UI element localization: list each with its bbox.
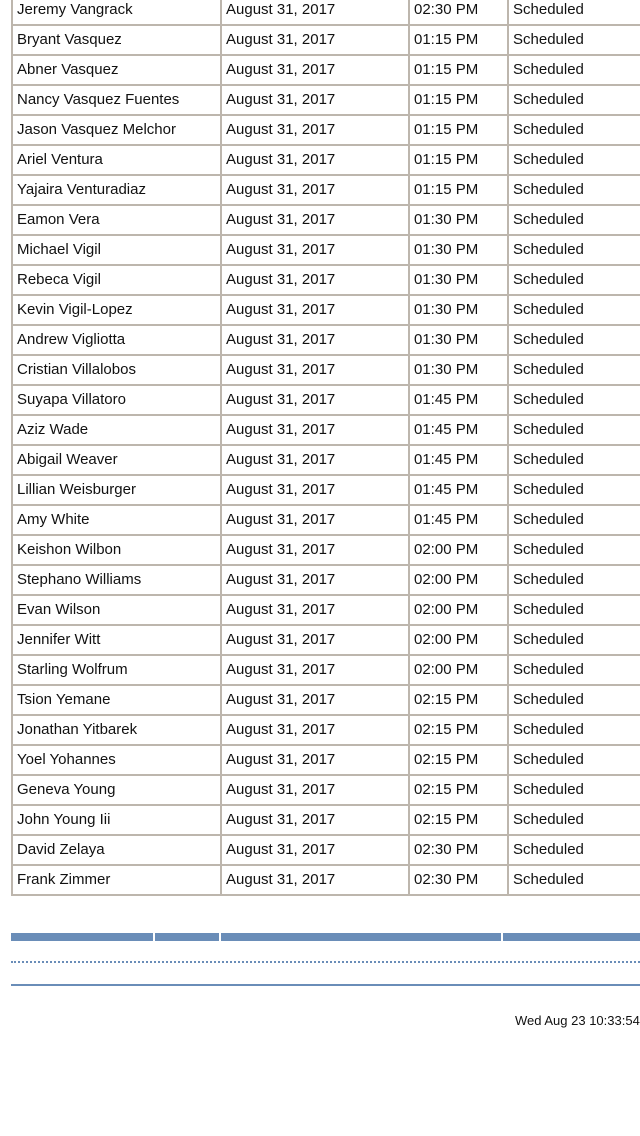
- cell-time: 02:15 PM: [409, 715, 508, 745]
- cell-date: August 31, 2017: [221, 0, 409, 25]
- cell-name: Rebeca Vigil: [12, 265, 221, 295]
- cell-name: Michael Vigil: [12, 235, 221, 265]
- cell-date: August 31, 2017: [221, 55, 409, 85]
- table-row: [12, 295, 640, 325]
- cell-name: Nancy Vasquez Fuentes: [12, 85, 221, 115]
- cell-name: John Young Iii: [12, 805, 221, 835]
- table-row: [12, 715, 640, 745]
- cell-time: 01:30 PM: [409, 325, 508, 355]
- cell-status: Scheduled: [508, 25, 640, 55]
- cell-date: August 31, 2017: [221, 25, 409, 55]
- cell-status: Scheduled: [508, 445, 640, 475]
- cell-name: Andrew Vigliotta: [12, 325, 221, 355]
- cell-time: 02:00 PM: [409, 565, 508, 595]
- cell-time: 01:15 PM: [409, 85, 508, 115]
- cell-status: Scheduled: [508, 745, 640, 775]
- cell-time: 01:30 PM: [409, 355, 508, 385]
- footer-bottom-divider: [11, 984, 640, 986]
- cell-name: Abner Vasquez: [12, 55, 221, 85]
- cell-time: 01:45 PM: [409, 475, 508, 505]
- table-row: [12, 775, 640, 805]
- cell-name: Cristian Villalobos: [12, 355, 221, 385]
- cell-status: Scheduled: [508, 325, 640, 355]
- cell-time: 01:45 PM: [409, 415, 508, 445]
- table-row: [12, 265, 640, 295]
- cell-status: Scheduled: [508, 505, 640, 535]
- cell-status: Scheduled: [508, 715, 640, 745]
- table-row: [12, 475, 640, 505]
- cell-time: 01:15 PM: [409, 55, 508, 85]
- cell-name: Abigail Weaver: [12, 445, 221, 475]
- cell-date: August 31, 2017: [221, 685, 409, 715]
- cell-date: August 31, 2017: [221, 265, 409, 295]
- cell-status: Scheduled: [508, 565, 640, 595]
- cell-time: 02:00 PM: [409, 625, 508, 655]
- cell-date: August 31, 2017: [221, 835, 409, 865]
- table-row: [12, 805, 640, 835]
- footer-bar-divider: [501, 933, 503, 941]
- table-row: [12, 385, 640, 415]
- cell-name: Yoel Yohannes: [12, 745, 221, 775]
- cell-name: Jennifer Witt: [12, 625, 221, 655]
- table-row: [12, 55, 640, 85]
- cell-name: Stephano Williams: [12, 565, 221, 595]
- cell-date: August 31, 2017: [221, 805, 409, 835]
- footer-bar-divider: [153, 933, 155, 941]
- footer-bar-divider: [219, 933, 221, 941]
- table-row: [12, 85, 640, 115]
- cell-date: August 31, 2017: [221, 325, 409, 355]
- table-row: [12, 655, 640, 685]
- appointments-table: [11, 0, 640, 896]
- cell-date: August 31, 2017: [221, 535, 409, 565]
- cell-date: August 31, 2017: [221, 625, 409, 655]
- cell-date: August 31, 2017: [221, 595, 409, 625]
- cell-time: 02:00 PM: [409, 595, 508, 625]
- cell-status: Scheduled: [508, 115, 640, 145]
- table-row: [12, 355, 640, 385]
- cell-date: August 31, 2017: [221, 385, 409, 415]
- table-row: [12, 205, 640, 235]
- cell-name: Suyapa Villatoro: [12, 385, 221, 415]
- cell-time: 02:30 PM: [409, 865, 508, 895]
- cell-date: August 31, 2017: [221, 145, 409, 175]
- cell-date: August 31, 2017: [221, 655, 409, 685]
- cell-time: 02:15 PM: [409, 685, 508, 715]
- cell-time: 02:15 PM: [409, 745, 508, 775]
- footer-bar: [11, 933, 640, 941]
- table-row: [12, 25, 640, 55]
- table-row: [12, 625, 640, 655]
- cell-name: Keishon Wilbon: [12, 535, 221, 565]
- cell-status: Scheduled: [508, 685, 640, 715]
- table-row: [12, 835, 640, 865]
- cell-name: Evan Wilson: [12, 595, 221, 625]
- cell-date: August 31, 2017: [221, 355, 409, 385]
- cell-status: Scheduled: [508, 595, 640, 625]
- footer-dotted-divider: [11, 961, 640, 963]
- cell-status: Scheduled: [508, 175, 640, 205]
- table-row: [12, 0, 640, 25]
- cell-date: August 31, 2017: [221, 775, 409, 805]
- cell-status: Scheduled: [508, 0, 640, 25]
- cell-name: Starling Wolfrum: [12, 655, 221, 685]
- cell-name: Bryant Vasquez: [12, 25, 221, 55]
- table-row: [12, 325, 640, 355]
- cell-name: Geneva Young: [12, 775, 221, 805]
- table-row: [12, 145, 640, 175]
- cell-name: Ariel Ventura: [12, 145, 221, 175]
- cell-time: 01:15 PM: [409, 145, 508, 175]
- cell-status: Scheduled: [508, 235, 640, 265]
- cell-name: Yajaira Venturadiaz: [12, 175, 221, 205]
- cell-time: 01:30 PM: [409, 295, 508, 325]
- table-row: [12, 175, 640, 205]
- cell-time: 02:15 PM: [409, 805, 508, 835]
- cell-status: Scheduled: [508, 205, 640, 235]
- cell-time: 01:30 PM: [409, 205, 508, 235]
- cell-date: August 31, 2017: [221, 715, 409, 745]
- cell-name: Jason Vasquez Melchor: [12, 115, 221, 145]
- cell-status: Scheduled: [508, 355, 640, 385]
- cell-date: August 31, 2017: [221, 175, 409, 205]
- cell-name: Amy White: [12, 505, 221, 535]
- table-row: [12, 535, 640, 565]
- cell-time: 01:45 PM: [409, 505, 508, 535]
- table-row: [12, 745, 640, 775]
- table-row: [12, 865, 640, 895]
- cell-time: 01:15 PM: [409, 175, 508, 205]
- cell-date: August 31, 2017: [221, 565, 409, 595]
- cell-status: Scheduled: [508, 85, 640, 115]
- cell-status: Scheduled: [508, 475, 640, 505]
- cell-status: Scheduled: [508, 775, 640, 805]
- cell-date: August 31, 2017: [221, 505, 409, 535]
- table-row: [12, 685, 640, 715]
- cell-date: August 31, 2017: [221, 415, 409, 445]
- table-row: [12, 595, 640, 625]
- cell-date: August 31, 2017: [221, 115, 409, 145]
- cell-name: Jeremy Vangrack: [12, 0, 221, 25]
- cell-name: Aziz Wade: [12, 415, 221, 445]
- cell-time: 02:00 PM: [409, 655, 508, 685]
- cell-time: 02:00 PM: [409, 535, 508, 565]
- report-timestamp: Wed Aug 23 10:33:54: [515, 1013, 640, 1028]
- cell-time: 01:30 PM: [409, 265, 508, 295]
- cell-status: Scheduled: [508, 265, 640, 295]
- cell-status: Scheduled: [508, 805, 640, 835]
- table-row: [12, 115, 640, 145]
- cell-date: August 31, 2017: [221, 445, 409, 475]
- cell-date: August 31, 2017: [221, 745, 409, 775]
- cell-status: Scheduled: [508, 295, 640, 325]
- appointments-table-body: [12, 0, 640, 895]
- table-row: [12, 415, 640, 445]
- table-row: [12, 565, 640, 595]
- cell-status: Scheduled: [508, 385, 640, 415]
- cell-time: 02:30 PM: [409, 0, 508, 25]
- cell-time: 01:30 PM: [409, 235, 508, 265]
- cell-status: Scheduled: [508, 145, 640, 175]
- cell-date: August 31, 2017: [221, 205, 409, 235]
- cell-name: Tsion Yemane: [12, 685, 221, 715]
- cell-date: August 31, 2017: [221, 235, 409, 265]
- cell-name: Kevin Vigil-Lopez: [12, 295, 221, 325]
- cell-time: 01:15 PM: [409, 25, 508, 55]
- cell-time: 01:15 PM: [409, 115, 508, 145]
- cell-status: Scheduled: [508, 625, 640, 655]
- cell-date: August 31, 2017: [221, 865, 409, 895]
- cell-date: August 31, 2017: [221, 85, 409, 115]
- cell-status: Scheduled: [508, 415, 640, 445]
- table-row: [12, 445, 640, 475]
- cell-name: Lillian Weisburger: [12, 475, 221, 505]
- table-row: [12, 505, 640, 535]
- cell-status: Scheduled: [508, 835, 640, 865]
- cell-time: 02:15 PM: [409, 775, 508, 805]
- cell-time: 01:45 PM: [409, 385, 508, 415]
- cell-time: 01:45 PM: [409, 445, 508, 475]
- table-row: [12, 235, 640, 265]
- cell-status: Scheduled: [508, 865, 640, 895]
- cell-name: David Zelaya: [12, 835, 221, 865]
- cell-date: August 31, 2017: [221, 475, 409, 505]
- cell-status: Scheduled: [508, 55, 640, 85]
- cell-time: 02:30 PM: [409, 835, 508, 865]
- cell-name: Jonathan Yitbarek: [12, 715, 221, 745]
- cell-date: August 31, 2017: [221, 295, 409, 325]
- cell-name: Eamon Vera: [12, 205, 221, 235]
- cell-status: Scheduled: [508, 655, 640, 685]
- cell-name: Frank Zimmer: [12, 865, 221, 895]
- cell-status: Scheduled: [508, 535, 640, 565]
